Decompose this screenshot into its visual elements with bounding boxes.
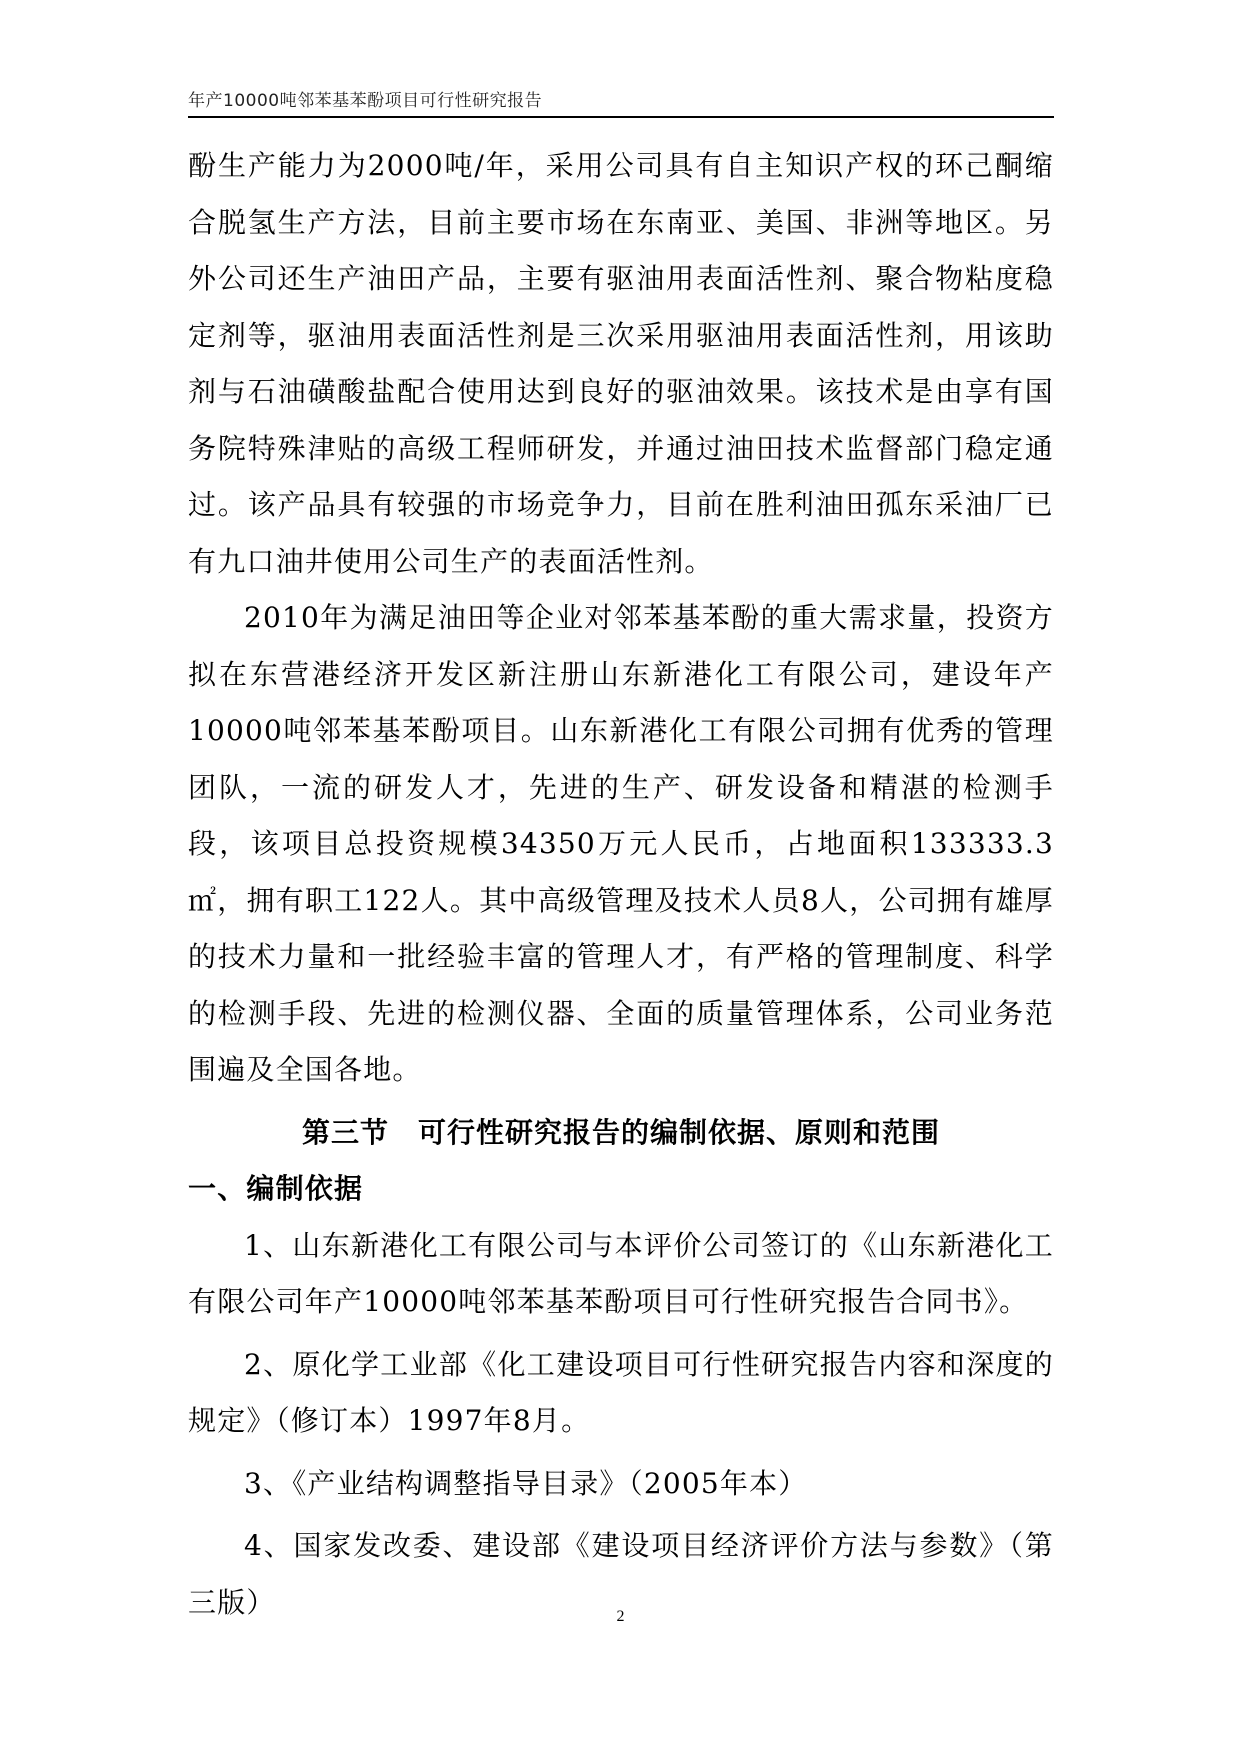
basis-item-3: 3、《产业结构调整指导目录》（2005年本） [244, 1466, 808, 1500]
basis-item-4: 4、国家发改委、建设部《建设项目经济评价方法与参数》（第三版） [188, 1529, 1054, 1619]
header-divider [188, 116, 1054, 118]
body-paragraph-company-products: 酚生产能力为2000吨/年，采用公司具有自主知识产权的环己酮缩合脱氢生产方法，目前主要市场在东南亚、美国、非洲等地区。另外公司还生产油田产品，主要有驱油用表面活性剂、聚合物粘度稳定剂等，驱油用表面活性剂是三次采用驱油用表面活性剂，用该助剂与石油磺酸盐配合使用达到良好的驱油效果。该技术是由享有国务院特殊津贴的高级工程师研发，并通过油田技术监督部门稳定通过。该产品具有较强的市场竞争力，目前在胜利油田孤东采油厂已有九口油井使用公司生产的表面活性剂。 [188, 149, 1054, 578]
section-title: 第三节 可行性研究报告的编制依据、原则和范围 [301, 1115, 940, 1149]
basis-item-2: 2、原化学工业部《化工建设项目可行性研究报告内容和深度的规定》（修订本）1997年8月。 [188, 1347, 1054, 1437]
document-body [188, 138, 1054, 1631]
body-paragraph-project-overview: 2010年为满足油田等企业对邻苯基苯酚的重大需求量，投资方拟在东营港经济开发区新注册山东新港化工有限公司，建设年产10000吨邻苯基苯酚项目。山东新港化工有限公司拥有优秀的管理团队，一流的研发人才，先进的生产、研发设备和精湛的检测手段，该项目总投资规模34350万元人民币，占地面积133333.3㎡，拥有职工122人。其中高级管理及技术人员8人，公司拥有雄厚的技术力量和一批经验丰富的管理人才，有严格的管理制度、科学的检测手段、先进的检测仪器、全面的质量管理体系，公司业务范围遍及全国各地。 [188, 601, 1054, 1086]
page-number: 2 [616, 1608, 625, 1625]
running-header: 年产10000吨邻苯基苯酚项目可行性研究报告 [188, 91, 543, 111]
subsection-title: 一、编制依据 [188, 1172, 364, 1205]
basis-item-1: 1、山东新港化工有限公司与本评价公司签订的《山东新港化工有限公司年产10000吨邻苯基苯酚项目可行性研究报告合同书》。 [188, 1228, 1054, 1318]
